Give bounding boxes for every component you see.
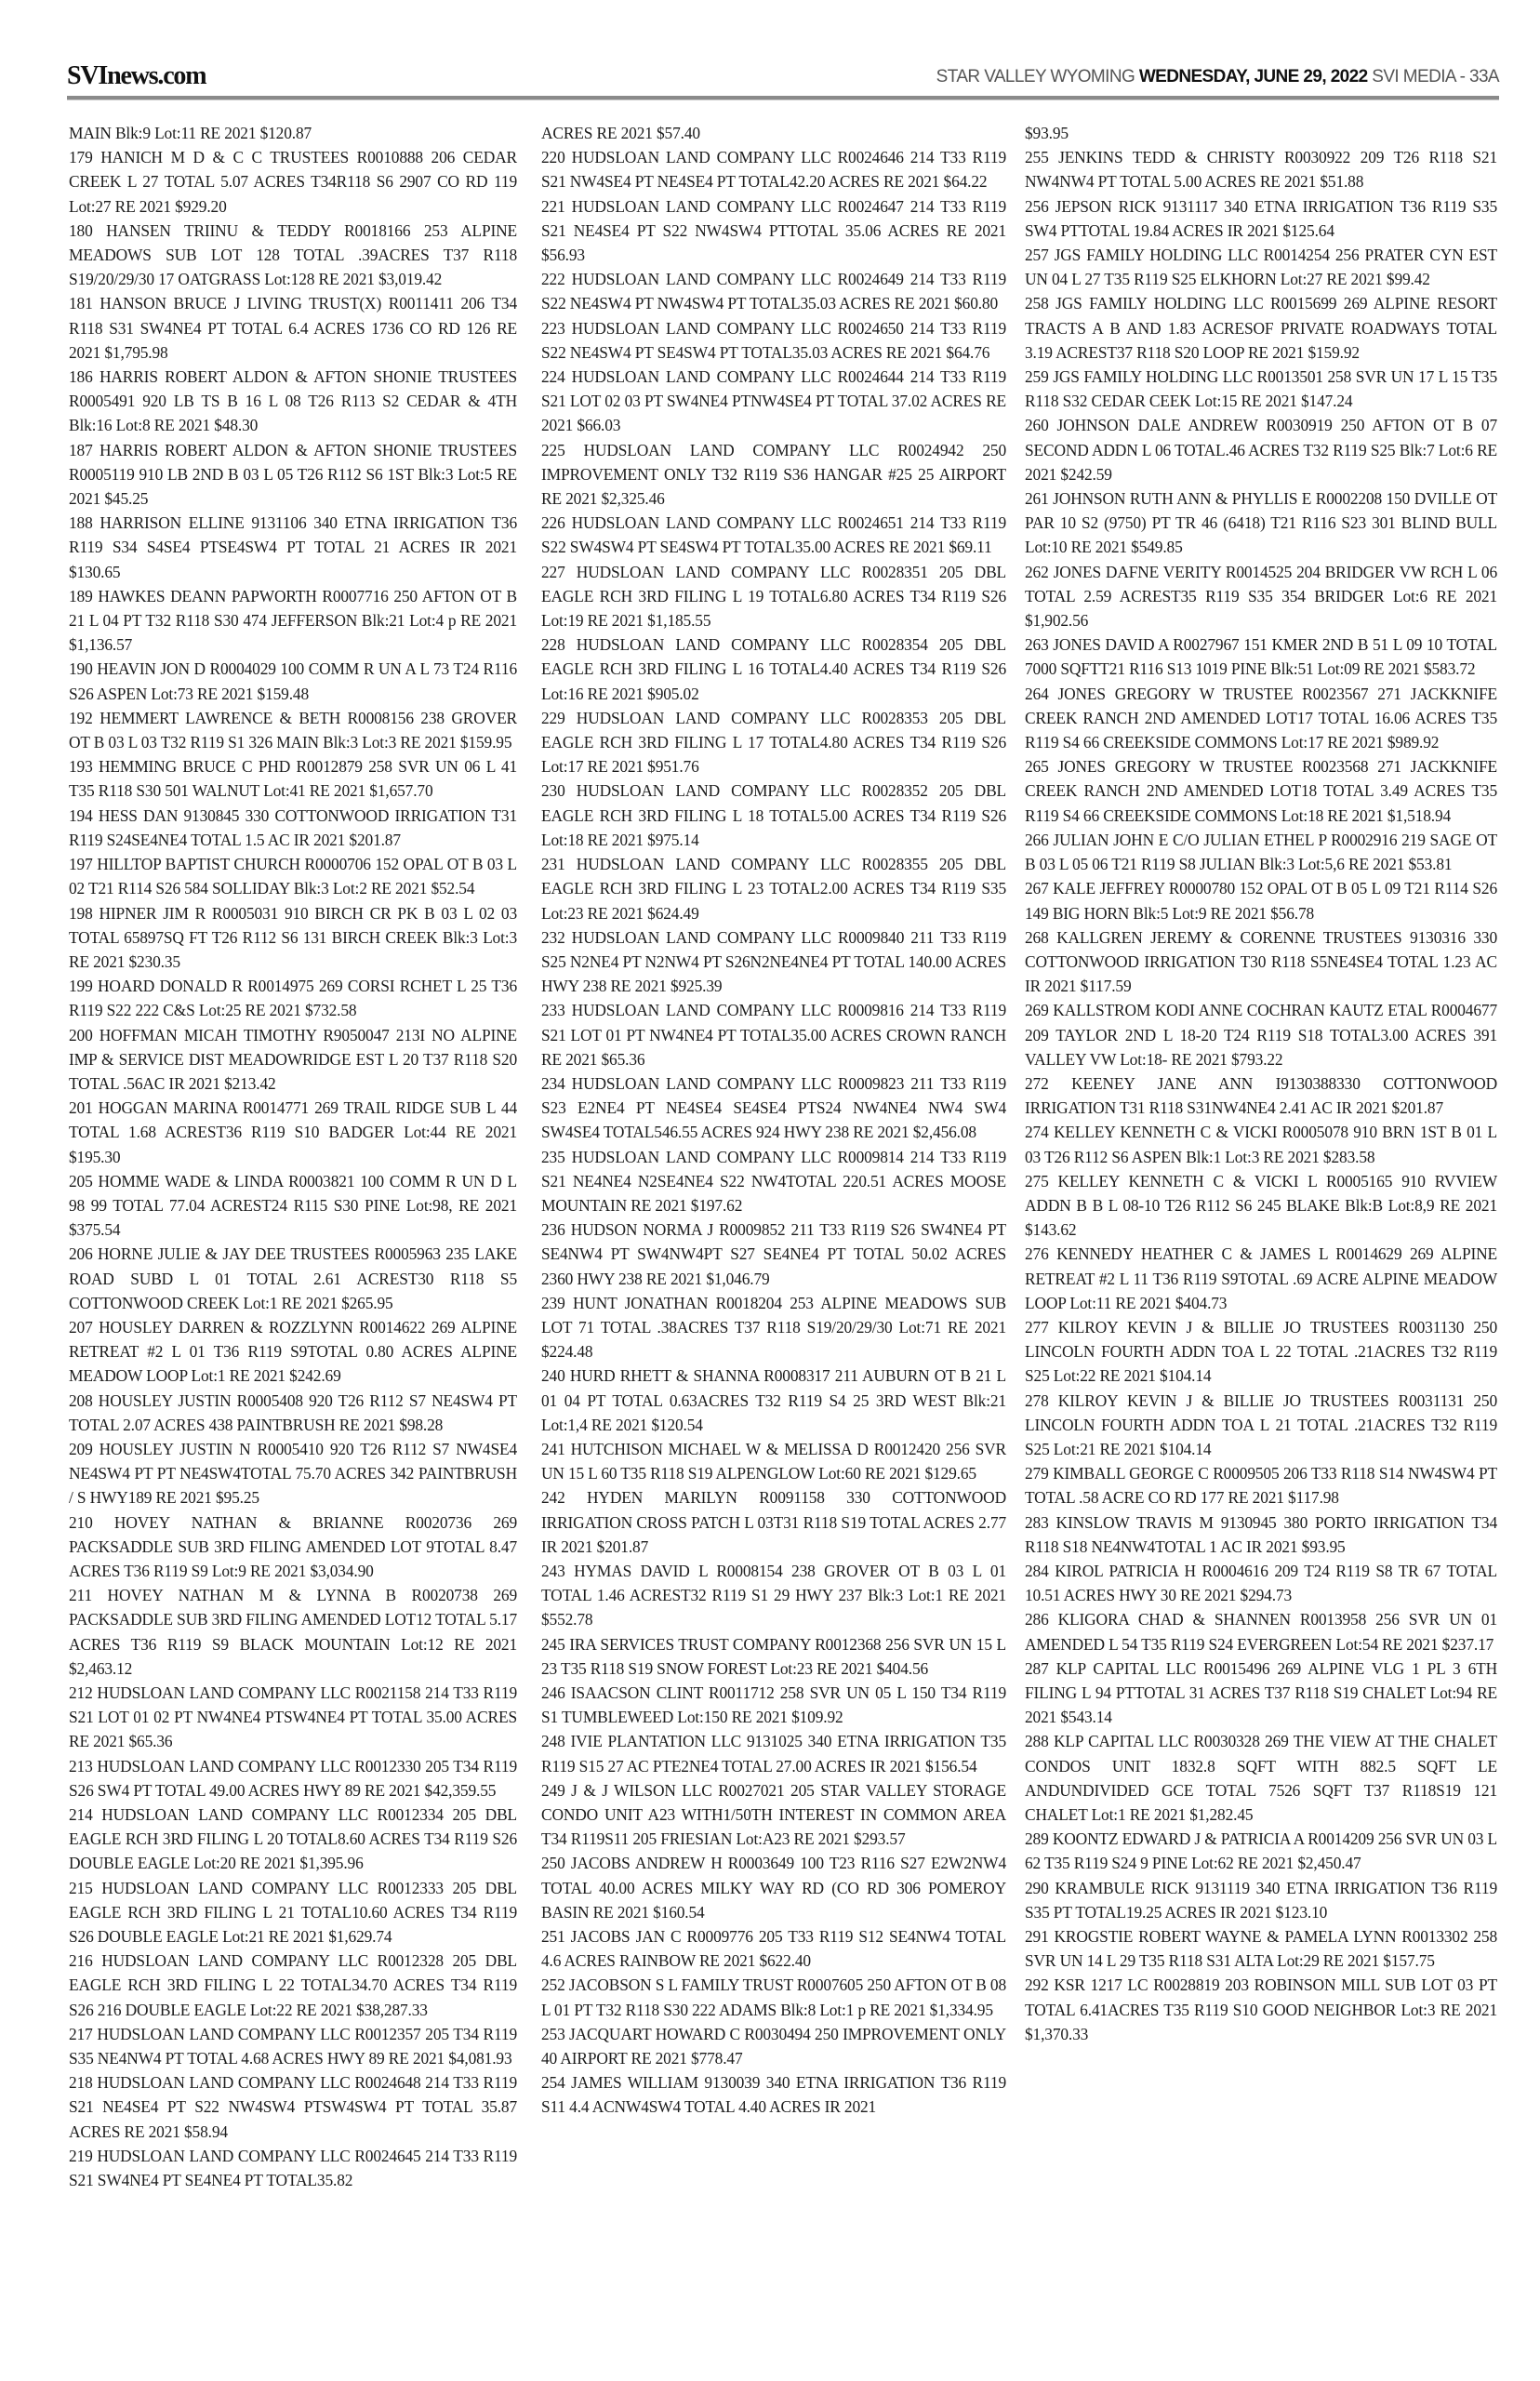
listing-entry: 198 HIPNER JIM R R0005031 910 BIRCH CR PK B 03 L 02 03 TOTAL 65897SQ FT T26 R112 S6 131 BIRCH CREEK Blk:3 Lot:3 RE 2021 $230.35 — [69, 903, 517, 971]
listing-entry: 242 HYDEN MARILYN R0091158 330 COTTONWOOD IRRIGATION CROSS PATCH L 03T31 R118 S19 TOTAL ACRES 2.77 IR 2021 $201.87 — [541, 1488, 1006, 1556]
publication-date: WEDNESDAY, JUNE 29, 2022 — [1138, 67, 1368, 86]
site-name: SVInews.com — [67, 61, 206, 90]
dateline — [936, 67, 1499, 87]
listing-entry: 286 KLIGORA CHAD & SHANNEN R0013958 256 SVR UN 01 AMENDED L 54 T35 R119 S24 EVERGREEN Lot:54 RE 2021 $237.17 — [1025, 1610, 1497, 1654]
listing-entry: 210 HOVEY NATHAN & BRIANNE R0020736 269 PACKSADDLE SUB 3RD FILING AMENDED LOT 9TOTAL 8.47 ACRES T36 R119 S9 Lot:9 RE 2021 $3,034.90 — [69, 1512, 517, 1580]
listing-entry: 200 HOFFMAN MICAH TIMOTHY R9050047 213I NO ALPINE IMP & SERVICE DIST MEADOWRIDGE EST L 20 T37 R118 S20 TOTAL .56AC IR 2021 $213.42 — [69, 1025, 517, 1093]
listing-entry: 272 KEENEY JANE ANN I9130388330 COTTONWOOD IRRIGATION T31 R118 S31NW4NE4 2.41 AC IR 2021 $201.87 — [1025, 1073, 1497, 1118]
listing-entry: 224 HUDSLOAN LAND COMPANY LLC R0024644 214 T33 R119 S21 LOT 02 03 PT SW4NE4 PTNW4SE4 PT TOTAL 37.02 ACRES RE 2021 $66.03 — [541, 367, 1006, 435]
listing-entry: 221 HUDSLOAN LAND COMPANY LLC R0024647 214 T33 R119 S21 NE4SE4 PT S22 NW4SW4 PTTOTAL 35.06 ACRES RE 2021 $56.93 — [541, 196, 1006, 265]
listing-entry: 233 HUDSLOAN LAND COMPANY LLC R0009816 214 T33 R119 S21 LOT 01 PT NW4NE4 PT TOTAL35.00 ACRES CROWN RANCH RE 2021 $65.36 — [541, 1001, 1006, 1069]
listing-entry: 250 JACOBS ANDREW H R0003649 100 T23 R116 S27 E2W2NW4 TOTAL 40.00 ACRES MILKY WAY RD (CO RD 306 POMEROY BASIN RE 2021 $160.54 — [541, 1854, 1006, 1922]
listing-entry: 278 KILROY KEVIN J & BILLIE JO TRUSTEES R0031131 250 LINCOLN FOURTH ADDN TOA L 21 TOTAL .21ACRES T32 R119 S25 Lot:21 RE 2021 $104.14 — [1025, 1390, 1497, 1458]
column-2 — [541, 121, 1006, 2120]
listing-entry: 277 KILROY KEVIN J & BILLIE JO TRUSTEES R0031130 250 LINCOLN FOURTH ADDN TOA L 22 TOTAL .21ACRES T32 R119 S25 Lot:22 RE 2021 $104.14 — [1025, 1317, 1497, 1386]
header-rule — [67, 96, 1499, 100]
listing-entry: 212 HUDSLOAN LAND COMPANY LLC R0021158 214 T33 R119 S21 LOT 01 02 PT NW4NE4 PTSW4NE4 PT TOTAL 35.00 ACRES RE 2021 $65.36 — [69, 1683, 517, 1751]
listing-entry: 217 HUDSLOAN LAND COMPANY LLC R0012357 205 T34 R119 S35 NE4NW4 PT TOTAL 4.68 ACRES HWY 89 RE 2021 $4,081.93 — [69, 2024, 517, 2068]
column-1 — [69, 121, 517, 2192]
listing-entry: 249 J & J WILSON LLC R0027021 205 STAR VALLEY STORAGE CONDO UNIT A23 WITH1/50TH INTEREST IN COMMON AREA T34 R119S11 205 FRIESIAN Lot:A23 RE 2021 $293.57 — [541, 1780, 1006, 1849]
listing-entry: 239 HUNT JONATHAN R0018204 253 ALPINE MEADOWS SUB LOT 71 TOTAL .38ACRES T37 R118 S19/20/29/30 Lot:71 RE 2021 $224.48 — [541, 1293, 1006, 1362]
listing-entry: 240 HURD RHETT & SHANNA R0008317 211 AUBURN OT B 21 L 01 04 PT TOTAL 0.63ACRES T32 R119 S4 25 3RD WEST Blk:21 Lot:1,4 RE 2021 $120.54 — [541, 1366, 1006, 1434]
listing-entry: 287 KLP CAPITAL LLC R0015496 269 ALPINE VLG 1 PL 3 6TH FILING L 94 PTTOTAL 31 ACRES T37 R118 S19 CHALET Lot:94 RE 2021 $543.14 — [1025, 1658, 1497, 1727]
listing-entry: 262 JONES DAFNE VERITY R0014525 204 BRIDGER VW RCH L 06 TOTAL 2.59 ACREST35 R119 S35 354 BRIDGER Lot:6 RE 2021 $1,902.56 — [1025, 562, 1497, 631]
listing-entry: 197 HILLTOP BAPTIST CHURCH R0000706 152 OPAL OT B 03 L 02 T21 R114 S26 584 SOLLIDAY Blk:3 Lot:2 RE 2021 $52.54 — [69, 855, 517, 898]
listing-entry: 260 JOHNSON DALE ANDREW R0030919 250 AFTON OT B 07 SECOND ADDN L 06 TOTAL.46 ACRES T32 R119 S25 Blk:7 Lot:6 RE 2021 $242.59 — [1025, 416, 1497, 484]
listing-entry: 257 JGS FAMILY HOLDING LLC R0014254 256 PRATER CYN EST UN 04 L 27 T35 R119 S25 ELKHORN Lot:27 RE 2021 $99.42 — [1025, 246, 1497, 289]
listing-entry: 288 KLP CAPITAL LLC R0030328 269 THE VIEW AT THE CHALET CONDOS UNIT 1832.8 SQFT WITH 882.5 SQFT LE ANDUNDIVIDED GCE TOTAL 7526 SQFT T37 R118S19 121 CHALET Lot:1 RE 2021 $1,282.45 — [1025, 1732, 1497, 1825]
listing-entry: 186 HARRIS ROBERT ALDON & AFTON SHONIE TRUSTEES R0005491 920 LB TS B 16 L 08 T26 R113 S2 CEDAR & 4TH Blk:16 Lot:8 RE 2021 $48.30 — [69, 367, 517, 435]
listing-entry: 291 KROGSTIE ROBERT WAYNE & PAMELA LYNN R0013302 258 SVR UN 14 L 29 T35 R118 S31 ALTA Lot:29 RE 2021 $157.75 — [1025, 1927, 1497, 1971]
listing-entry: 227 HUDSLOAN LAND COMPANY LLC R0028351 205 DBL EAGLE RCH 3RD FILING L 19 TOTAL6.80 ACRES T34 R119 S26 Lot:19 RE 2021 $1,185.55 — [541, 562, 1006, 631]
listing-entry: 264 JONES GREGORY W TRUSTEE R0023567 271 JACKKNIFE CREEK RANCH 2ND AMENDED LOT17 TOTAL 16.06 ACRES T35 R119 S4 66 CREEKSIDE COMMONS Lot:17 RE 2021 $989.92 — [1025, 684, 1497, 752]
listing-entry: 190 HEAVIN JON D R0004029 100 COMM R UN A L 73 T24 R116 S26 ASPEN Lot:73 RE 2021 $159.48 — [69, 659, 517, 703]
listing-entry: 189 HAWKES DEANN PAPWORTH R0007716 250 AFTON OT B 21 L 04 PT T32 R118 S30 474 JEFFERSON Blk:21 Lot:4 p RE 2021 $1,136.57 — [69, 586, 517, 655]
listing-entry: 245 IRA SERVICES TRUST COMPANY R0012368 256 SVR UN 15 L 23 T35 R118 S19 SNOW FOREST Lot:23 RE 2021 $404.56 — [541, 1634, 1006, 1678]
listing-entry: 225 HUDSLOAN LAND COMPANY LLC R0024942 250 IMPROVEMENT ONLY T32 R119 S36 HANGAR #25 25 AIRPORT RE 2021 $2,325.46 — [541, 440, 1006, 509]
listing-entry: 258 JGS FAMILY HOLDING LLC R0015699 269 ALPINE RESORT TRACTS A B AND 1.83 ACRESOF PRIVATE ROADWAYS TOTAL 3.19 ACREST37 R118 S20 LOOP RE 2021 $159.92 — [1025, 294, 1497, 362]
listing-entry: 284 KIROL PATRICIA H R0004616 209 T24 R119 S8 TR 67 TOTAL 10.51 ACRES HWY 30 RE 2021 $294.73 — [1025, 1561, 1497, 1605]
listing-entry: 261 JOHNSON RUTH ANN & PHYLLIS E R0002208 150 DVILLE OT PAR 10 S2 (9750) PT TR 46 (6418) T21 R116 S23 301 BLIND BULL Lot:10 RE 2021 $549.85 — [1025, 489, 1497, 557]
listing-entry: 179 HANICH M D & C C TRUSTEES R0010888 206 CEDAR CREEK L 27 TOTAL 5.07 ACRES T34R118 S6 2907 CO RD 119 Lot:27 RE 2021 $929.20 — [69, 148, 517, 216]
listing-entry: 218 HUDSLOAN LAND COMPANY LLC R0024648 214 T33 R119 S21 NE4SE4 PT S22 NW4SW4 PTSW4SW4 PT TOTAL 35.87 ACRES RE 2021 $58.94 — [69, 2073, 517, 2141]
listing-entry: 211 HOVEY NATHAN M & LYNNA B R0020738 269 PACKSADDLE SUB 3RD FILING AMENDED LOT12 TOTAL 5.17 ACRES T36 R119 S9 BLACK MOUNTAIN Lot:12 RE 2021 $2,463.12 — [69, 1586, 517, 1678]
listing-entry: 236 HUDSON NORMA J R0009852 211 T33 R119 S26 SW4NE4 PT SE4NW4 PT SW4NW4PT S27 SE4NE4 PT TOTAL 50.02 ACRES 2360 HWY 238 RE 2021 $1,046.79 — [541, 1220, 1006, 1288]
listing-entry: 180 HANSEN TRIINU & TEDDY R0018166 253 ALPINE MEADOWS SUB LOT 128 TOTAL .39ACRES T37 R118 S19/20/29/30 17 OATGRASS Lot:128 RE 2021 $3,019.42 — [69, 220, 517, 289]
listing-entry: 290 KRAMBULE RICK 9131119 340 ETNA IRRIGATION T36 R119 S35 PT TOTAL19.25 ACRES IR 2021 $123.10 — [1025, 1878, 1497, 1922]
listing-entry: 229 HUDSLOAN LAND COMPANY LLC R0028353 205 DBL EAGLE RCH 3RD FILING L 17 TOTAL4.80 ACRES T34 R119 S26 Lot:17 RE 2021 $951.76 — [541, 708, 1006, 777]
listing-entry: 254 JAMES WILLIAM 9130039 340 ETNA IRRIGATION T36 R119 S11 4.4 ACNW4SW4 TOTAL 4.40 ACRES IR 2021 — [541, 2073, 1006, 2117]
listing-entry: 248 IVIE PLANTATION LLC 9131025 340 ETNA IRRIGATION T35 R119 S15 27 AC PTE2NE4 TOTAL 27.00 ACRES IR 2021 $156.54 — [541, 1732, 1006, 1776]
listing-entry: 235 HUDSLOAN LAND COMPANY LLC R0009814 214 T33 R119 S21 NE4NE4 N2SE4NE4 S22 NW4TOTAL 220.51 ACRES MOOSE MOUNTAIN RE 2021 $197.62 — [541, 1147, 1006, 1215]
listing-entry: 275 KELLEY KENNETH C & VICKI L R0005165 910 RVVIEW ADDN B B L 08-10 T26 R112 S6 245 BLAKE Blk:B Lot:8,9 RE 2021 $143.62 — [1025, 1171, 1497, 1240]
listing-entry: 274 KELLEY KENNETH C & VICKI R0005078 910 BRN 1ST B 01 L 03 T26 R112 S6 ASPEN Blk:1 Lot:3 RE 2021 $283.58 — [1025, 1123, 1497, 1166]
listing-entry: 263 JONES DAVID A R0027967 151 KMER 2ND B 51 L 09 10 TOTAL 7000 SQFTT21 R116 S13 1019 PINE Blk:51 Lot:09 RE 2021 $583.72 — [1025, 635, 1497, 679]
listing-entry: 265 JONES GREGORY W TRUSTEE R0023568 271 JACKKNIFE CREEK RANCH 2ND AMENDED LOT18 TOTAL 3.49 ACRES T35 R119 S4 66 CREEKSIDE COMMONS Lot:18 RE 2021 $1,518.94 — [1025, 757, 1497, 825]
listing-entry: 243 HYMAS DAVID L R0008154 238 GROVER OT B 03 L 01 TOTAL 1.46 ACREST32 R119 S1 29 HWY 237 Blk:3 Lot:1 RE 2021 $552.78 — [541, 1561, 1006, 1629]
listing-entry: 226 HUDSLOAN LAND COMPANY LLC R0024651 214 T33 R119 S22 SW4SW4 PT SE4SW4 PT TOTAL35.00 ACRES RE 2021 $69.11 — [541, 513, 1006, 557]
masthead — [67, 58, 1499, 95]
listing-entry: 194 HESS DAN 9130845 330 COTTONWOOD IRRIGATION T31 R119 S24SE4NE4 TOTAL 1.5 AC IR 2021 $201.87 — [69, 805, 517, 849]
listing-entry: 188 HARRISON ELLINE 9131106 340 ETNA IRRIGATION T36 R119 S34 S4SE4 PTSE4SW4 PT TOTAL 21 ACRES IR 2021 $130.65 — [69, 513, 517, 581]
listing-entry: 206 HORNE JULIE & JAY DEE TRUSTEES R0005963 235 LAKE ROAD SUBD L 01 TOTAL 2.61 ACREST30 R118 S5 COTTONWOOD CREEK Lot:1 RE 2021 $265.95 — [69, 1244, 517, 1312]
listing-entry: 209 HOUSLEY JUSTIN N R0005410 920 T26 R112 S7 NW4SE4 NE4SW4 PT PT NE4SW4TOTAL 75.70 ACRES 342 PAINTBRUSH / S HWY189 RE 2021 $95.25 — [69, 1439, 517, 1508]
listing-entry: MAIN Blk:9 Lot:11 RE 2021 $120.87 — [69, 124, 312, 142]
listing-entry: 268 KALLGREN JEREMY & CORENNE TRUSTEES 9130316 330 COTTONWOOD IRRIGATION T30 R118 S5NE4SE4 TOTAL 1.23 AC IR 2021 $117.59 — [1025, 927, 1497, 996]
listing-entry: 266 JULIAN JOHN E C/O JULIAN ETHEL P R0002916 219 SAGE OT B 03 L 05 06 T21 R119 S8 JULIAN Blk:3 Lot:5,6 RE 2021 $53.81 — [1025, 830, 1497, 874]
listing-entry: 231 HUDSLOAN LAND COMPANY LLC R0028355 205 DBL EAGLE RCH 3RD FILING L 23 TOTAL2.00 ACRES T34 R119 S35 Lot:23 RE 2021 $624.49 — [541, 855, 1006, 923]
listing-entry: 269 KALLSTROM KODI ANNE COCHRAN KAUTZ ETAL R0004677 209 TAYLOR 2ND L 18-20 T24 R119 S18 TOTAL3.00 ACRES 391 VALLEY VW Lot:18- RE 2021 $793.22 — [1025, 1001, 1497, 1069]
listing-entry: $93.95 — [1025, 124, 1069, 142]
listing-entry: 267 KALE JEFFREY R0000780 152 OPAL OT B 05 L 09 T21 R114 S26 149 BIG HORN Blk:5 Lot:9 RE 2021 $56.78 — [1025, 879, 1497, 923]
listing-entry: 279 KIMBALL GEORGE C R0009505 206 T33 R118 S14 NW4SW4 PT TOTAL .58 ACRE CO RD 177 RE 2021 $117.98 — [1025, 1464, 1497, 1508]
listing-entry: 219 HUDSLOAN LAND COMPANY LLC R0024645 214 T33 R119 S21 SW4NE4 PT SE4NE4 PT TOTAL35.82 — [69, 2146, 517, 2190]
listing-entry: 199 HOARD DONALD R R0014975 269 CORSI RCHET L 25 T36 R119 S22 222 C&S Lot:25 RE 2021 $732.58 — [69, 977, 517, 1020]
listing-entry: 207 HOUSLEY DARREN & ROZZLYNN R0014622 269 ALPINE RETREAT #2 L 01 T36 R119 S9TOTAL 0.80 ACRES ALPINE MEADOW LOOP Lot:1 RE 2021 $242.69 — [69, 1317, 517, 1386]
listing-entry: 181 HANSON BRUCE J LIVING TRUST(X) R0011411 206 T34 R118 S31 SW4NE4 PT TOTAL 6.4 ACRES 1736 CO RD 126 RE 2021 $1,795.98 — [69, 294, 517, 362]
listing-entry: 192 HEMMERT LAWRENCE & BETH R0008156 238 GROVER OT B 03 L 03 T32 R119 S1 326 MAIN Blk:3 Lot:3 RE 2021 $159.95 — [69, 708, 517, 752]
listing-entry: 255 JENKINS TEDD & CHRISTY R0030922 209 T26 R118 S21 NW4NW4 PT TOTAL 5.00 ACRES RE 2021 $51.88 — [1025, 148, 1497, 192]
column-3 — [1025, 121, 1497, 2046]
listing-entry: 252 JACOBSON S L FAMILY TRUST R0007605 250 AFTON OT B 08 L 01 PT T32 R118 S30 222 ADAMS Blk:8 Lot:1 p RE 2021 $1,334.95 — [541, 1975, 1006, 2019]
listing-entry: 220 HUDSLOAN LAND COMPANY LLC R0024646 214 T33 R119 S21 NW4SE4 PT NE4SE4 PT TOTAL42.20 ACRES RE 2021 $64.22 — [541, 148, 1006, 192]
listing-entry: 193 HEMMING BRUCE C PHD R0012879 258 SVR UN 06 L 41 T35 R118 S30 501 WALNUT Lot:41 RE 2021 $1,657.70 — [69, 757, 517, 801]
listing-entry: 276 KENNEDY HEATHER C & JAMES L R0014629 269 ALPINE RETREAT #2 L 11 T36 R119 S9TOTAL .69 ACRE ALPINE MEADOW LOOP Lot:11 RE 2021 $404.73 — [1025, 1244, 1497, 1312]
listing-entry: 232 HUDSLOAN LAND COMPANY LLC R0009840 211 T33 R119 S25 N2NE4 PT N2NW4 PT S26N2NE4NE4 PT TOTAL 140.00 ACRES HWY 238 RE 2021 $925.39 — [541, 927, 1006, 996]
listing-entry: 259 JGS FAMILY HOLDING LLC R0013501 258 SVR UN 17 L 15 T35 R118 S32 CEDAR CEEK Lot:15 RE 2021 $147.24 — [1025, 367, 1497, 411]
listing-entry: 213 HUDSLOAN LAND COMPANY LLC R0012330 205 T34 R119 S26 SW4 PT TOTAL 49.00 ACRES HWY 89 RE 2021 $42,359.55 — [69, 1756, 517, 1800]
listing-entry: 205 HOMME WADE & LINDA R0003821 100 COMM R UN D L 98 99 TOTAL 77.04 ACREST24 R115 S30 PINE Lot:98, RE 2021 $375.54 — [69, 1171, 517, 1240]
listing-entry: 256 JEPSON RICK 9131117 340 ETNA IRRIGATION T36 R119 S35 SW4 PTTOTAL 19.84 ACRES IR 2021 $125.64 — [1025, 196, 1497, 240]
listing-entry: 246 ISAACSON CLINT R0011712 258 SVR UN 05 L 150 T34 R119 S1 TUMBLEWEED Lot:150 RE 2021 $109.92 — [541, 1683, 1006, 1727]
listing-entry: 222 HUDSLOAN LAND COMPANY LLC R0024649 214 T33 R119 S22 NE4SW4 PT NW4SW4 PT TOTAL35.03 ACRES RE 2021 $60.80 — [541, 270, 1006, 313]
listing-entry: 234 HUDSLOAN LAND COMPANY LLC R0009823 211 T33 R119 S23 E2NE4 PT NE4SE4 SE4SE4 PTS24 NW4NE4 NW4 SW4 SW4SE4 TOTAL546.55 ACRES 924 HWY 238 RE 2021 $2,456.08 — [541, 1073, 1006, 1142]
listing-entry: 208 HOUSLEY JUSTIN R0005408 920 T26 R112 S7 NE4SW4 PT TOTAL 2.07 ACRES 438 PAINTBRUSH RE 2021 $98.28 — [69, 1390, 517, 1434]
listing-entry: 230 HUDSLOAN LAND COMPANY LLC R0028352 205 DBL EAGLE RCH 3RD FILING L 18 TOTAL5.00 ACRES T34 R119 S26 Lot:18 RE 2021 $975.14 — [541, 781, 1006, 849]
region: STAR VALLEY WYOMING — [936, 67, 1135, 86]
listing-entry: 283 KINSLOW TRAVIS M 9130945 380 PORTO IRRIGATION T34 R118 S18 NE4NW4TOTAL 1 AC IR 2021 $93.95 — [1025, 1512, 1497, 1556]
listing-entry: 292 KSR 1217 LC R0028819 203 ROBINSON MILL SUB LOT 03 PT TOTAL 6.41ACRES T35 R119 S10 GOOD NEIGHBOR Lot:3 RE 2021 $1,370.33 — [1025, 1975, 1497, 2043]
listing-entry: ACRES RE 2021 $57.40 — [541, 124, 700, 142]
page-section: SVI MEDIA - 33A — [1372, 67, 1499, 86]
listing-entry: 251 JACOBS JAN C R0009776 205 T33 R119 S12 SE4NW4 TOTAL 4.6 ACRES RAINBOW RE 2021 $622.40 — [541, 1927, 1006, 1971]
listing-entry: 241 HUTCHISON MICHAEL W & MELISSA D R0012420 256 SVR UN 15 L 60 T35 R118 S19 ALPENGLOW Lot:60 RE 2021 $129.65 — [541, 1439, 1006, 1483]
listing-entry: 187 HARRIS ROBERT ALDON & AFTON SHONIE TRUSTEES R0005119 910 LB 2ND B 03 L 05 T26 R112 S6 1ST Blk:3 Lot:5 RE 2021 $45.25 — [69, 440, 517, 509]
listing-entry: 223 HUDSLOAN LAND COMPANY LLC R0024650 214 T33 R119 S22 NE4SW4 PT SE4SW4 PT TOTAL35.03 ACRES RE 2021 $64.76 — [541, 318, 1006, 362]
listing-entry: 216 HUDSLOAN LAND COMPANY LLC R0012328 205 DBL EAGLE RCH 3RD FILING L 22 TOTAL34.70 ACRES T34 R119 S26 216 DOUBLE EAGLE Lot:22 RE 2021 $38,287.33 — [69, 1951, 517, 2019]
listing-entry: 253 JACQUART HOWARD C R0030494 250 IMPROVEMENT ONLY 40 AIRPORT RE 2021 $778.47 — [541, 2024, 1006, 2068]
listing-entry: 228 HUDSLOAN LAND COMPANY LLC R0028354 205 DBL EAGLE RCH 3RD FILING L 16 TOTAL4.40 ACRES T34 R119 S26 Lot:16 RE 2021 $905.02 — [541, 635, 1006, 703]
listing-entry: 215 HUDSLOAN LAND COMPANY LLC R0012333 205 DBL EAGLE RCH 3RD FILING L 21 TOTAL10.60 ACRES T34 R119 S26 DOUBLE EAGLE Lot:21 RE 2021 $1,629.74 — [69, 1878, 517, 1947]
listing-entry: 289 KOONTZ EDWARD J & PATRICIA A R0014209 256 SVR UN 03 L 62 T35 R119 S24 9 PINE Lot:62 RE 2021 $2,450.47 — [1025, 1829, 1497, 1873]
listing-entry: 201 HOGGAN MARINA R0014771 269 TRAIL RIDGE SUB L 44 TOTAL 1.68 ACREST36 R119 S10 BADGER Lot:44 RE 2021 $195.30 — [69, 1098, 517, 1166]
listing-entry: 214 HUDSLOAN LAND COMPANY LLC R0012334 205 DBL EAGLE RCH 3RD FILING L 20 TOTAL8.60 ACRES T34 R119 S26 DOUBLE EAGLE Lot:20 RE 2021 $1,395.96 — [69, 1805, 517, 1873]
